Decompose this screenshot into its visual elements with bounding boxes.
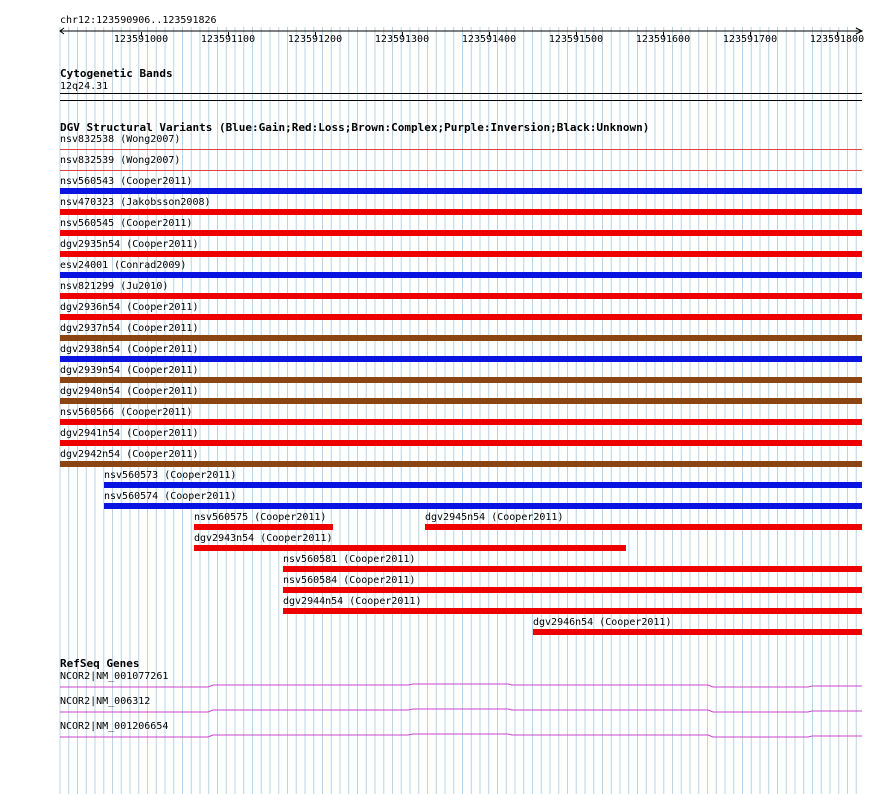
variant-bar-loss[interactable] [60,170,862,171]
variant-bar-complex[interactable] [60,398,862,404]
ruler-tick-label: 123591200 [287,34,343,45]
ruler-tick-label: 123591500 [548,34,604,45]
variant-bar-gain[interactable] [60,188,862,194]
variant-label[interactable]: dgv2946n54 (Cooper2011) [533,617,672,628]
variant-bar-gain[interactable] [60,272,862,278]
variant-label[interactable]: nsv560575 (Cooper2011) [194,512,327,523]
cytoband-bar-top[interactable] [60,93,862,94]
location-label: chr12:123590906..123591826 [60,15,217,26]
gene-label[interactable]: NCOR2|NM_006312 [60,696,151,707]
variant-label[interactable]: dgv2935n54 (Cooper2011) [60,239,199,250]
variant-label[interactable]: nsv560574 (Cooper2011) [104,491,237,502]
variant-label[interactable]: dgv2939n54 (Cooper2011) [60,365,199,376]
variant-label[interactable]: dgv2938n54 (Cooper2011) [60,344,199,355]
variant-bar-loss[interactable] [60,230,862,236]
dgv-track-title[interactable]: DGV Structural Variants (Blue:Gain;Red:Loss;Brown:Complex;Purple:Inversion;Black:Unknown) [60,121,650,134]
variant-bar-loss[interactable] [194,545,626,551]
gene-model-line[interactable] [60,734,862,737]
variant-label[interactable]: nsv560584 (Cooper2011) [283,575,416,586]
variant-label[interactable]: dgv2937n54 (Cooper2011) [60,323,199,334]
variant-label[interactable]: dgv2940n54 (Cooper2011) [60,386,199,397]
variant-label[interactable]: nsv470323 (Jakobsson2008) [60,197,211,208]
gene-models[interactable] [0,670,890,750]
variant-bar-loss[interactable] [194,524,333,530]
variant-label[interactable]: nsv560573 (Cooper2011) [104,470,237,481]
variant-bar-loss[interactable] [60,440,862,446]
variant-bar-loss[interactable] [60,149,862,150]
variant-label[interactable]: dgv2943n54 (Cooper2011) [194,533,333,544]
variant-bar-gain[interactable] [104,482,862,488]
variant-label[interactable]: nsv832538 (Wong2007) [60,134,181,145]
variant-bar-loss[interactable] [60,314,862,320]
variant-bar-loss[interactable] [60,251,862,257]
variant-label[interactable]: dgv2944n54 (Cooper2011) [283,596,422,607]
variant-bar-loss[interactable] [60,209,862,215]
variant-bar-loss[interactable] [425,524,862,530]
gene-model-line[interactable] [60,709,862,712]
ruler-tick-label: 123591600 [635,34,691,45]
variant-label[interactable]: dgv2936n54 (Cooper2011) [60,302,199,313]
variant-bar-gain[interactable] [60,356,862,362]
variant-bar-loss[interactable] [283,587,862,593]
variant-bar-complex[interactable] [60,461,862,467]
gene-model-line[interactable] [60,684,862,687]
variant-label[interactable]: nsv560566 (Cooper2011) [60,407,193,418]
variant-bar-complex[interactable] [60,377,862,383]
variant-label[interactable]: dgv2941n54 (Cooper2011) [60,428,199,439]
variant-label[interactable]: dgv2945n54 (Cooper2011) [425,512,564,523]
ruler-tick-label: 123591800 [809,34,865,45]
variant-label[interactable]: nsv560543 (Cooper2011) [60,176,193,187]
variant-label[interactable]: dgv2942n54 (Cooper2011) [60,449,199,460]
variant-bar-gain[interactable] [104,503,862,509]
variant-label[interactable]: esv24001 (Conrad2009) [60,260,187,271]
variant-bar-loss[interactable] [60,419,862,425]
variant-label[interactable]: nsv821299 (Ju2010) [60,281,169,292]
ruler-tick-label: 123591300 [374,34,430,45]
ruler-tick-label: 123591700 [722,34,778,45]
cytoband-label: 12q24.31 [60,81,109,92]
ruler-tick-label: 123591400 [461,34,517,45]
variant-bar-complex[interactable] [60,335,862,341]
variant-bar-loss[interactable] [283,608,862,614]
variant-bar-loss[interactable] [533,629,862,635]
gene-label[interactable]: NCOR2|NM_001077261 [60,671,169,682]
cytoband-track-title[interactable]: Cytogenetic Bands [60,67,173,80]
variant-label[interactable]: nsv560581 (Cooper2011) [283,554,416,565]
variant-bar-loss[interactable] [283,566,862,572]
variant-label[interactable]: nsv560545 (Cooper2011) [60,218,193,229]
cytoband-bar-bottom[interactable] [60,100,862,101]
refseq-track-title[interactable]: RefSeq Genes [60,657,140,670]
gene-label[interactable]: NCOR2|NM_001206654 [60,721,169,732]
ruler-tick-label: 123591100 [200,34,256,45]
variant-label[interactable]: nsv832539 (Wong2007) [60,155,181,166]
variant-bar-loss[interactable] [60,293,862,299]
ruler-tick-label: 123591000 [113,34,169,45]
